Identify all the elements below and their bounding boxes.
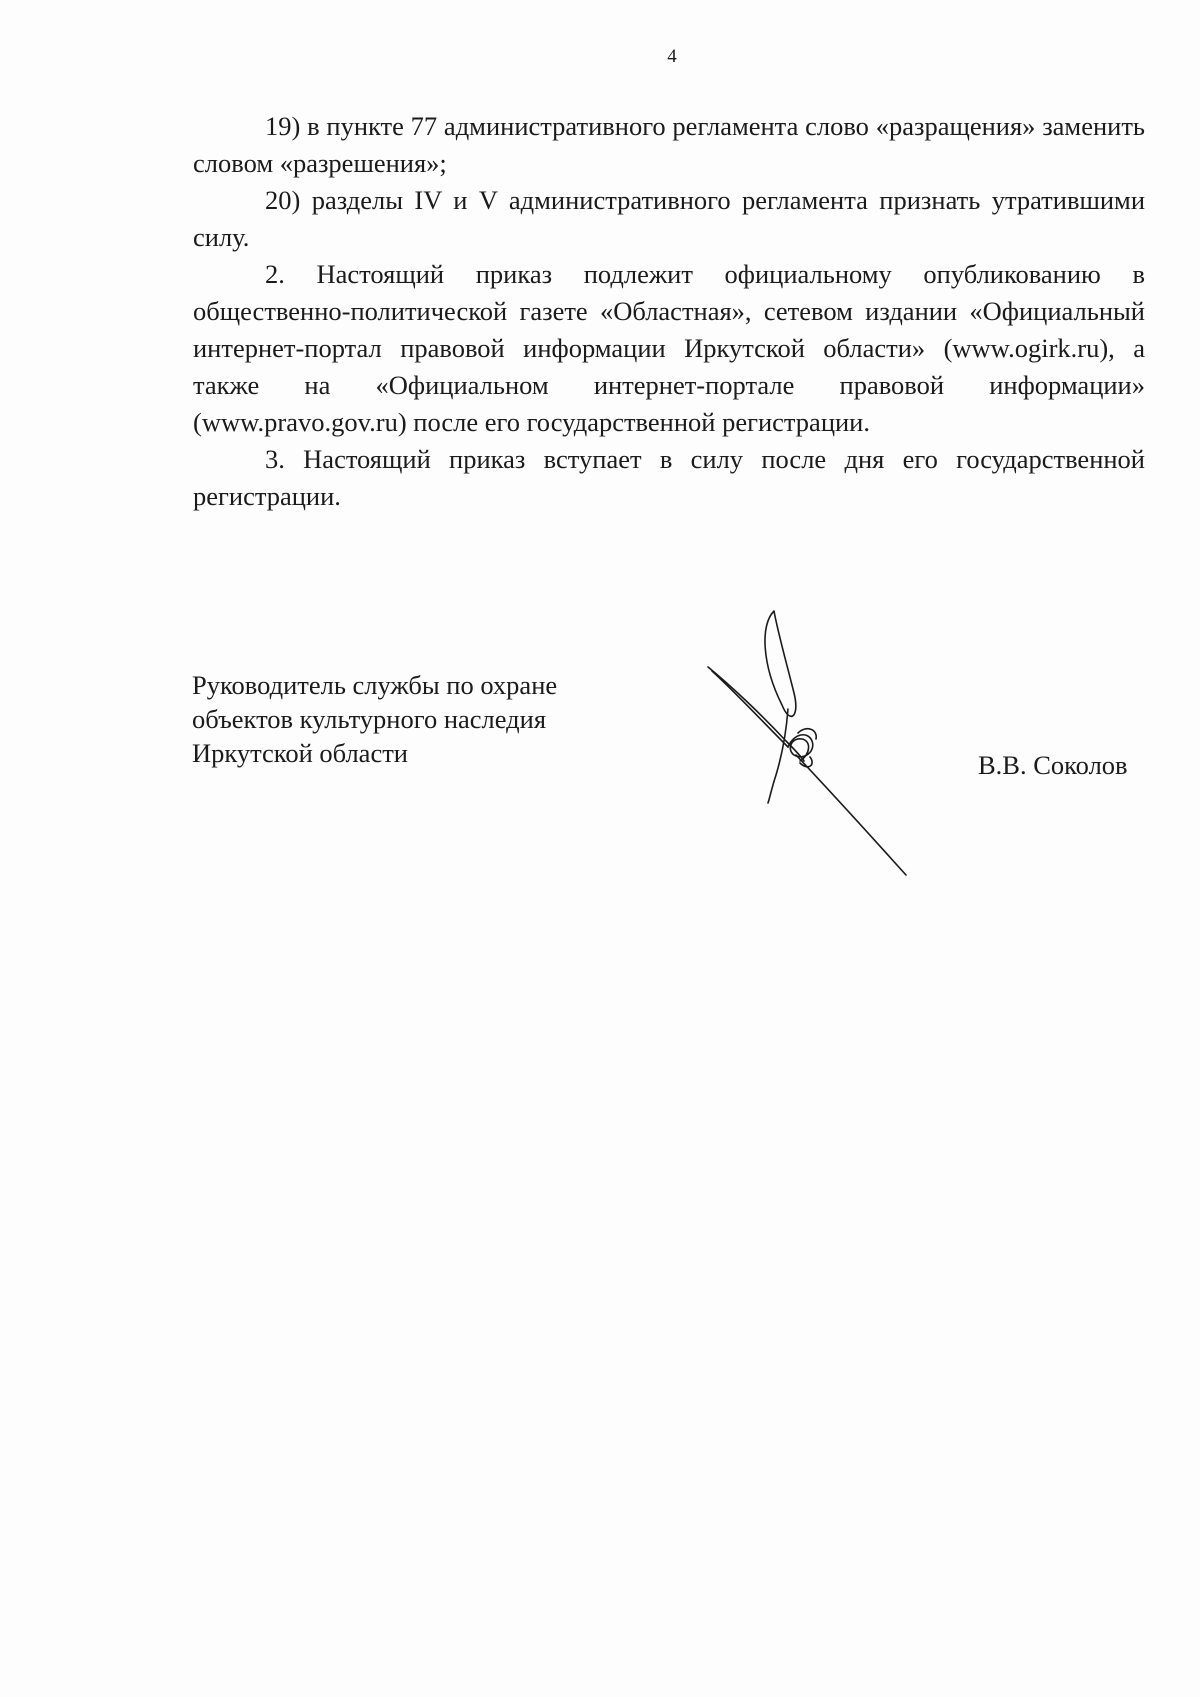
paragraph-effective-date: 3. Настоящий приказ вступает в силу после дня его государственной регистрации. bbox=[193, 444, 1145, 511]
handwritten-signature bbox=[690, 605, 930, 885]
signatory-title-line: объектов культурного наследия bbox=[192, 704, 547, 734]
document-body bbox=[193, 108, 1145, 515]
page-number: 4 bbox=[667, 46, 677, 67]
signatory-title-line: Иркутской области bbox=[192, 738, 408, 768]
paragraph-item-20: 20) разделы IV и V административного регламента признать утратившими силу. bbox=[193, 185, 1145, 252]
signatory-title bbox=[192, 668, 752, 770]
paragraph-publication: 2. Настоящий приказ подлежит официальному опубликованию в общественно-политической газете «Областная», сетевом издании «Официальный интернет-портал правовой информации Иркутской области» (www.ogirk.ru), а также на «Официальном интернет-портале правовой информации» (www.pravo.gov.ru) после его государственной регистрации. bbox=[193, 259, 1145, 437]
signatory-name: В.В. Соколов bbox=[978, 750, 1128, 780]
paragraph-item-19: 19) в пункте 77 административного регламента слово «разращения» заменить словом «разрешения»; bbox=[193, 111, 1145, 178]
signatory-title-line: Руководитель службы по охране bbox=[192, 670, 558, 700]
